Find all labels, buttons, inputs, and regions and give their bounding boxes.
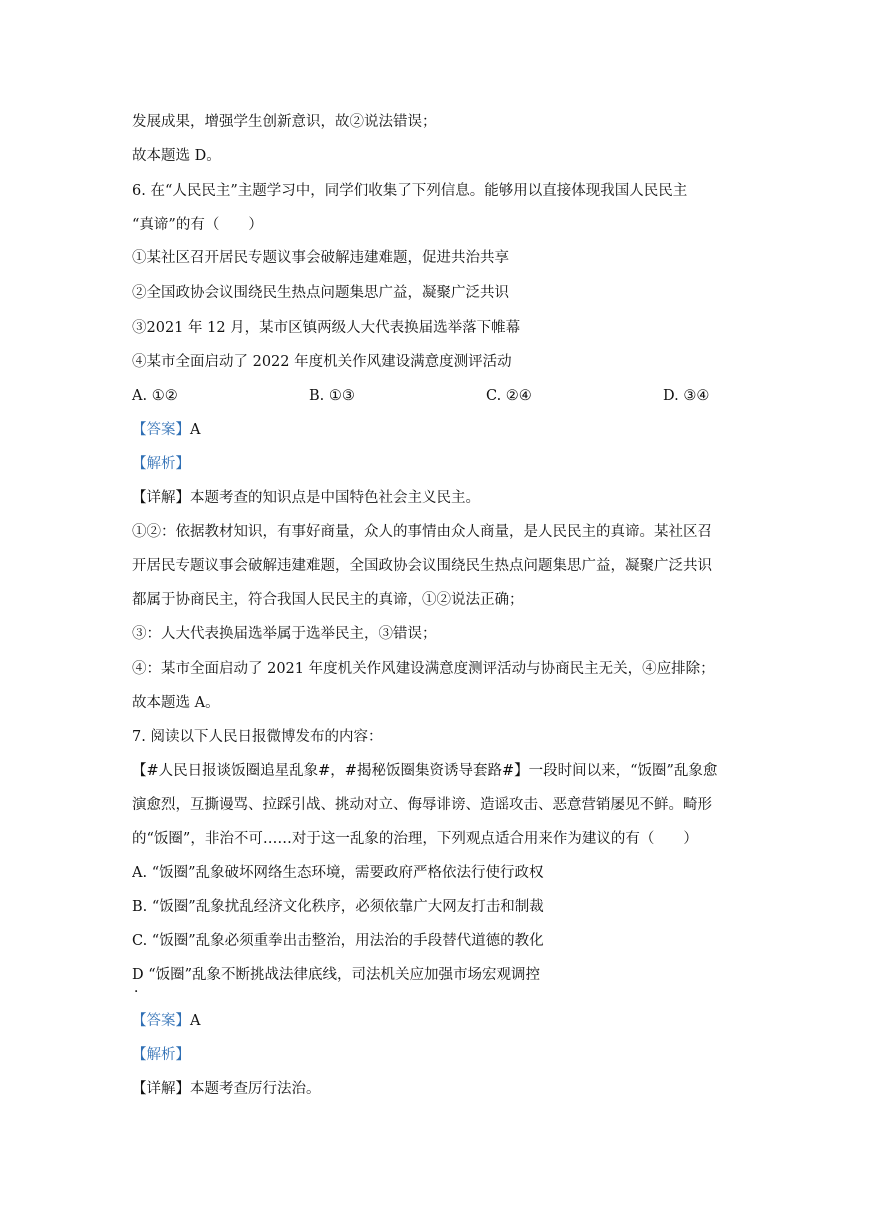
- answer-value: A: [190, 422, 201, 438]
- question-6-explanation: ④：某市全面启动了 2021 年度机关作风建设满意度测评活动与协商民主无关，④应排除；: [132, 661, 715, 677]
- analysis-tag: 【解析】: [132, 456, 190, 472]
- answer-value: A: [190, 1013, 201, 1029]
- question-7-analysis-line: [132, 1045, 742, 1065]
- question-6-explanation: 开居民专题议事会破解违建难题，全国政协会议围绕民生热点问题集思广益，凝聚广泛共识: [132, 558, 712, 574]
- answer-tag: 【答案】: [132, 1013, 190, 1029]
- text-line: 故本题选 D。: [132, 148, 221, 164]
- question-7-option-d: D “饭圈”乱象不断挑战法律底线，司法机关应加强市场宏观调控: [132, 967, 541, 983]
- question-7-stem: 的“饭圈”，非治不可……对于这一乱象的治理，下列观点适合用来作为建议的有（ ）: [132, 831, 698, 847]
- question-6-item: ④某市全面启动了 2022 年度机关作风建设满意度测评活动: [132, 354, 512, 370]
- question-6-option-c: C. ②④: [486, 388, 532, 404]
- detail-text: 本题考查的知识点是中国特色社会主义民主。: [190, 490, 480, 506]
- question-6-explanation: ③：人大代表换届选举属于选举民主，③错误；: [132, 626, 437, 642]
- answer-tag: 【答案】: [132, 422, 190, 438]
- question-6-analysis-line: [132, 454, 742, 474]
- question-7-detail-line: [132, 1079, 742, 1099]
- question-7-stem: 7. 阅读以下人民日报微博发布的内容：: [132, 729, 383, 745]
- question-6-item: ①某社区召开居民专题议事会破解违建难题，促进共治共享: [132, 250, 509, 266]
- question-7-stem: 演愈烈，互撕谩骂、拉踩引战、挑动对立、侮辱诽谤、造谣攻击、恶意营销屡见不鲜。畸形: [132, 797, 712, 813]
- question-6-option-a: A. ①②: [132, 388, 178, 404]
- question-6-option-d: D. ③④: [663, 388, 710, 404]
- analysis-tag: 【解析】: [132, 1047, 190, 1063]
- question-6-detail-line: [132, 488, 742, 508]
- question-6-stem: 6. 在“人民民主”主题学习中，同学们收集了下列信息。能够用以直接体现我国人民民主: [132, 183, 688, 199]
- question-6-item: ②全国政协会议围绕民生热点问题集思广益，凝聚广泛共识: [132, 285, 509, 301]
- text-line: 发展成果，增强学生创新意识，故②说法错误；: [132, 114, 437, 130]
- question-6-option-b: B. ①③: [309, 388, 355, 404]
- detail-text: 本题考查厉行法治。: [190, 1081, 321, 1097]
- question-6-explanation: 都属于协商民主，符合我国人民民主的真谛，①②说法正确；: [132, 592, 524, 608]
- question-7-stem: 【#人民日报谈饭圈追星乱象#，#揭秘饭圈集资诱导套路#】一段时间以来，“饭圈”乱象愈: [132, 763, 718, 779]
- detail-tag: 【详解】: [132, 1081, 190, 1097]
- question-6-stem: “真谛”的有（ ）: [132, 217, 263, 233]
- option-d-stray-dot: ．: [134, 980, 148, 996]
- question-6-explanation: ①②：依据教材知识，有事好商量，众人的事情由众人商量，是人民民主的真谛。某社区召: [132, 524, 712, 540]
- question-7-option-c: C. “饭圈”乱象必须重拳出击整治，用法治的手段替代道德的教化: [132, 933, 544, 949]
- detail-tag: 【详解】: [132, 490, 190, 506]
- question-6-answer-line: [132, 420, 742, 440]
- question-7-option-a: A. “饭圈”乱象破坏网络生态环境，需要政府严格依法行使行政权: [132, 865, 544, 881]
- question-6-item: ③2021 年 12 月，某市区镇两级人大代表换届选举落下帷幕: [132, 320, 521, 336]
- question-7-option-b: B. “饭圈”乱象扰乱经济文化秩序，必须依靠广大网友打击和制裁: [132, 899, 544, 915]
- question-6-explanation: 故本题选 A。: [132, 695, 220, 711]
- question-7-answer-line: [132, 1011, 742, 1031]
